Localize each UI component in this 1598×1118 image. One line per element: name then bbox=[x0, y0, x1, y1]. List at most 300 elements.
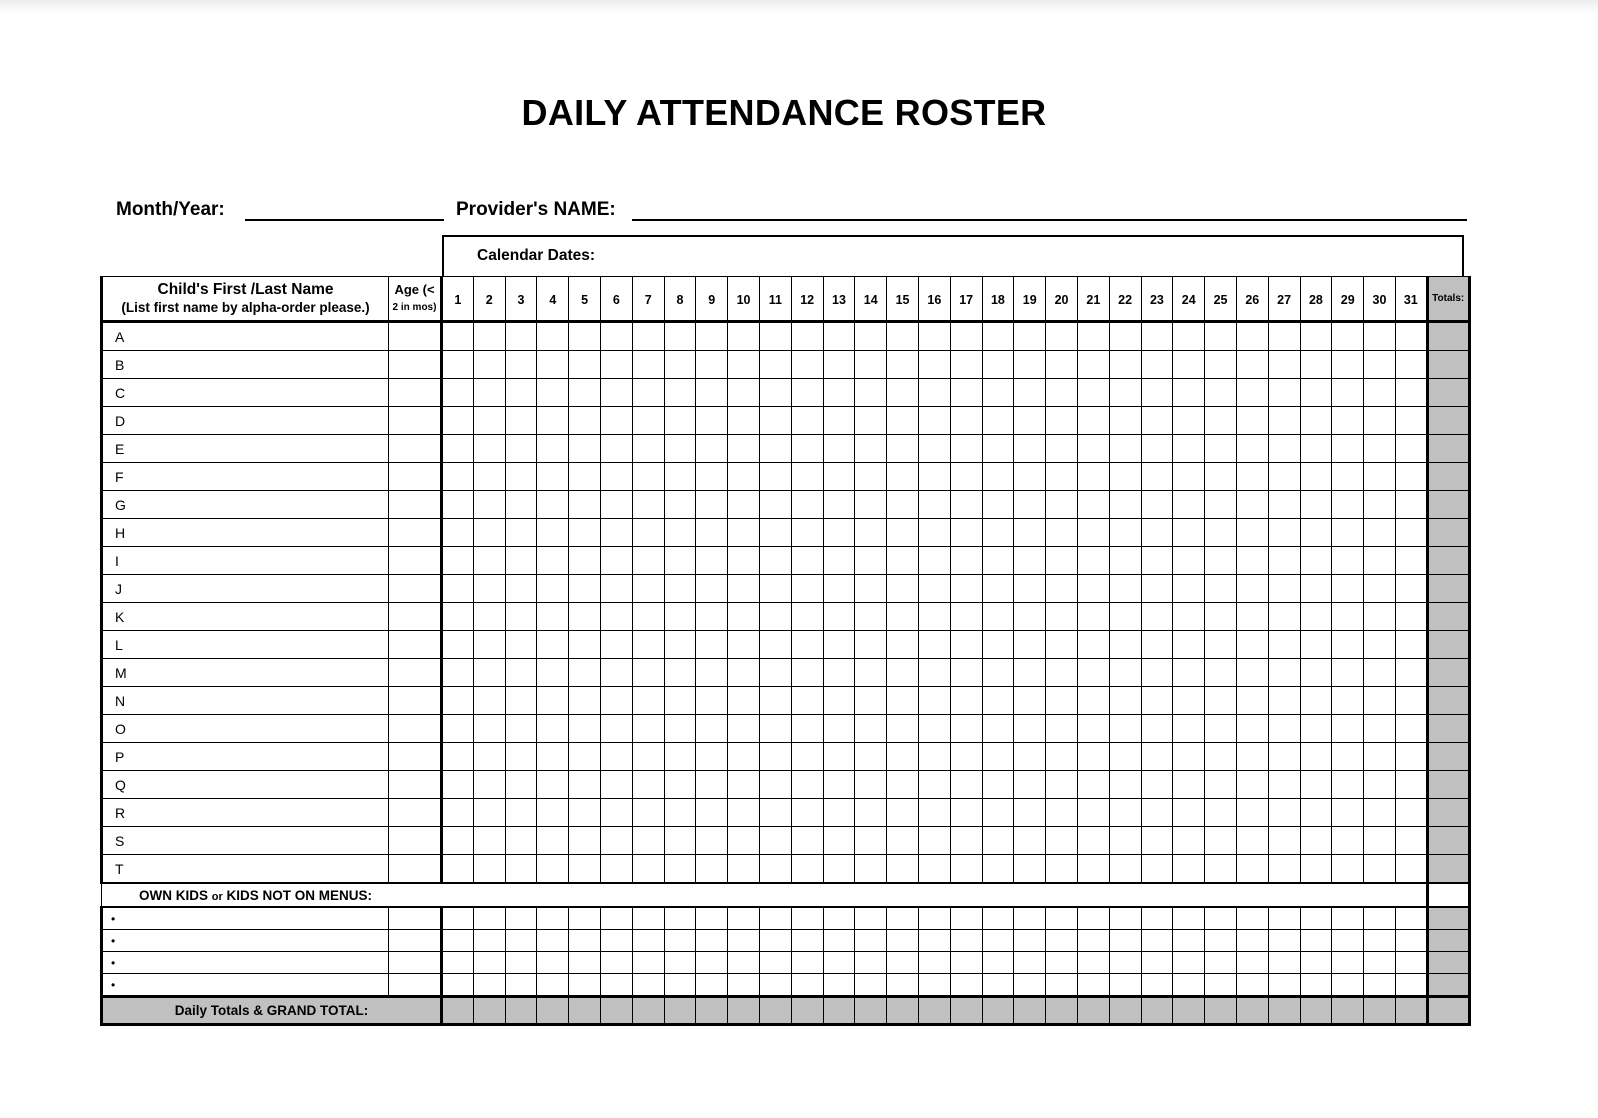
attendance-cell[interactable] bbox=[537, 743, 569, 771]
grand-total-cell[interactable] bbox=[1427, 997, 1469, 1025]
attendance-cell[interactable] bbox=[1364, 743, 1396, 771]
attendance-cell[interactable] bbox=[1332, 407, 1364, 435]
attendance-cell[interactable] bbox=[855, 952, 887, 974]
attendance-cell[interactable] bbox=[1236, 407, 1268, 435]
attendance-cell[interactable] bbox=[1077, 631, 1109, 659]
attendance-cell[interactable] bbox=[918, 952, 950, 974]
attendance-cell[interactable] bbox=[887, 855, 919, 884]
attendance-cell[interactable] bbox=[664, 952, 696, 974]
attendance-cell[interactable] bbox=[759, 463, 791, 491]
attendance-cell[interactable] bbox=[1109, 715, 1141, 743]
attendance-cell[interactable] bbox=[1109, 519, 1141, 547]
attendance-cell[interactable] bbox=[1077, 575, 1109, 603]
daily-total-cell[interactable] bbox=[1300, 997, 1332, 1025]
attendance-cell[interactable] bbox=[664, 907, 696, 930]
attendance-cell[interactable] bbox=[1268, 907, 1300, 930]
attendance-cell[interactable] bbox=[759, 379, 791, 407]
attendance-cell[interactable] bbox=[1077, 855, 1109, 884]
attendance-cell[interactable] bbox=[600, 575, 632, 603]
attendance-cell[interactable] bbox=[982, 687, 1014, 715]
attendance-cell[interactable] bbox=[1109, 799, 1141, 827]
attendance-cell[interactable] bbox=[1173, 631, 1205, 659]
attendance-cell[interactable] bbox=[442, 575, 474, 603]
attendance-cell[interactable] bbox=[855, 435, 887, 463]
attendance-cell[interactable] bbox=[1109, 491, 1141, 519]
attendance-cell[interactable] bbox=[696, 322, 728, 351]
attendance-cell[interactable] bbox=[1395, 491, 1427, 519]
attendance-cell[interactable] bbox=[1364, 435, 1396, 463]
attendance-cell[interactable] bbox=[887, 575, 919, 603]
attendance-cell[interactable] bbox=[473, 463, 505, 491]
attendance-cell[interactable] bbox=[1046, 322, 1078, 351]
attendance-cell[interactable] bbox=[982, 603, 1014, 631]
attendance-cell[interactable] bbox=[791, 930, 823, 952]
attendance-cell[interactable] bbox=[1173, 974, 1205, 997]
attendance-cell[interactable] bbox=[569, 827, 601, 855]
attendance-cell[interactable] bbox=[1395, 519, 1427, 547]
attendance-cell[interactable] bbox=[1109, 379, 1141, 407]
own-kid-name-cell[interactable]: • bbox=[102, 907, 389, 930]
attendance-cell[interactable] bbox=[1332, 743, 1364, 771]
attendance-cell[interactable] bbox=[473, 379, 505, 407]
attendance-cell[interactable] bbox=[632, 930, 664, 952]
attendance-cell[interactable] bbox=[1236, 907, 1268, 930]
daily-total-cell[interactable] bbox=[1173, 997, 1205, 1025]
attendance-cell[interactable] bbox=[537, 659, 569, 687]
attendance-cell[interactable] bbox=[696, 855, 728, 884]
attendance-cell[interactable] bbox=[759, 855, 791, 884]
attendance-cell[interactable] bbox=[823, 631, 855, 659]
attendance-cell[interactable] bbox=[569, 519, 601, 547]
attendance-cell[interactable] bbox=[1236, 715, 1268, 743]
attendance-cell[interactable] bbox=[982, 974, 1014, 997]
attendance-cell[interactable] bbox=[728, 715, 760, 743]
attendance-cell[interactable] bbox=[759, 715, 791, 743]
attendance-cell[interactable] bbox=[1046, 743, 1078, 771]
attendance-cell[interactable] bbox=[632, 715, 664, 743]
attendance-cell[interactable] bbox=[1141, 547, 1173, 575]
attendance-cell[interactable] bbox=[632, 407, 664, 435]
month-year-field[interactable] bbox=[245, 219, 444, 221]
attendance-cell[interactable] bbox=[791, 322, 823, 351]
attendance-cell[interactable] bbox=[1332, 603, 1364, 631]
attendance-cell[interactable] bbox=[632, 603, 664, 631]
attendance-cell[interactable] bbox=[887, 907, 919, 930]
attendance-cell[interactable] bbox=[918, 603, 950, 631]
age-cell[interactable] bbox=[389, 631, 442, 659]
attendance-cell[interactable] bbox=[1014, 930, 1046, 952]
attendance-cell[interactable] bbox=[537, 907, 569, 930]
attendance-cell[interactable] bbox=[887, 519, 919, 547]
attendance-cell[interactable] bbox=[982, 930, 1014, 952]
attendance-cell[interactable] bbox=[569, 771, 601, 799]
attendance-cell[interactable] bbox=[632, 491, 664, 519]
attendance-cell[interactable] bbox=[696, 952, 728, 974]
attendance-cell[interactable] bbox=[823, 463, 855, 491]
attendance-cell[interactable] bbox=[950, 322, 982, 351]
attendance-cell[interactable] bbox=[632, 463, 664, 491]
attendance-cell[interactable] bbox=[505, 575, 537, 603]
attendance-cell[interactable] bbox=[696, 715, 728, 743]
attendance-cell[interactable] bbox=[887, 631, 919, 659]
attendance-cell[interactable] bbox=[791, 491, 823, 519]
attendance-cell[interactable] bbox=[918, 715, 950, 743]
attendance-cell[interactable] bbox=[1364, 379, 1396, 407]
attendance-cell[interactable] bbox=[1077, 930, 1109, 952]
attendance-cell[interactable] bbox=[791, 351, 823, 379]
attendance-cell[interactable] bbox=[728, 519, 760, 547]
child-name-cell[interactable]: E bbox=[102, 435, 389, 463]
attendance-cell[interactable] bbox=[918, 771, 950, 799]
attendance-cell[interactable] bbox=[1268, 463, 1300, 491]
attendance-cell[interactable] bbox=[442, 687, 474, 715]
attendance-cell[interactable] bbox=[1300, 575, 1332, 603]
daily-total-cell[interactable] bbox=[728, 997, 760, 1025]
attendance-cell[interactable] bbox=[728, 435, 760, 463]
attendance-cell[interactable] bbox=[1014, 855, 1046, 884]
attendance-cell[interactable] bbox=[442, 827, 474, 855]
provider-name-field[interactable] bbox=[632, 219, 1467, 221]
attendance-cell[interactable] bbox=[473, 974, 505, 997]
attendance-cell[interactable] bbox=[759, 491, 791, 519]
attendance-cell[interactable] bbox=[728, 491, 760, 519]
attendance-cell[interactable] bbox=[1141, 491, 1173, 519]
attendance-cell[interactable] bbox=[505, 379, 537, 407]
child-name-cell[interactable]: G bbox=[102, 491, 389, 519]
attendance-cell[interactable] bbox=[569, 407, 601, 435]
attendance-cell[interactable] bbox=[664, 687, 696, 715]
attendance-cell[interactable] bbox=[950, 631, 982, 659]
attendance-cell[interactable] bbox=[1077, 547, 1109, 575]
attendance-cell[interactable] bbox=[791, 463, 823, 491]
attendance-cell[interactable] bbox=[696, 603, 728, 631]
attendance-cell[interactable] bbox=[569, 463, 601, 491]
attendance-cell[interactable] bbox=[569, 491, 601, 519]
attendance-cell[interactable] bbox=[1046, 659, 1078, 687]
attendance-cell[interactable] bbox=[823, 855, 855, 884]
attendance-cell[interactable] bbox=[1109, 407, 1141, 435]
attendance-cell[interactable] bbox=[918, 463, 950, 491]
attendance-cell[interactable] bbox=[569, 952, 601, 974]
attendance-cell[interactable] bbox=[632, 547, 664, 575]
attendance-cell[interactable] bbox=[759, 547, 791, 575]
attendance-cell[interactable] bbox=[1077, 435, 1109, 463]
attendance-cell[interactable] bbox=[1300, 715, 1332, 743]
attendance-cell[interactable] bbox=[982, 519, 1014, 547]
attendance-cell[interactable] bbox=[1268, 631, 1300, 659]
attendance-cell[interactable] bbox=[1332, 799, 1364, 827]
daily-total-cell[interactable] bbox=[1268, 997, 1300, 1025]
attendance-cell[interactable] bbox=[1077, 974, 1109, 997]
attendance-cell[interactable] bbox=[1014, 575, 1046, 603]
attendance-cell[interactable] bbox=[1109, 603, 1141, 631]
attendance-cell[interactable] bbox=[600, 827, 632, 855]
attendance-cell[interactable] bbox=[632, 827, 664, 855]
attendance-cell[interactable] bbox=[1077, 715, 1109, 743]
attendance-cell[interactable] bbox=[791, 435, 823, 463]
attendance-cell[interactable] bbox=[442, 407, 474, 435]
attendance-cell[interactable] bbox=[1268, 491, 1300, 519]
attendance-cell[interactable] bbox=[918, 930, 950, 952]
attendance-cell[interactable] bbox=[1395, 974, 1427, 997]
attendance-cell[interactable] bbox=[1364, 547, 1396, 575]
attendance-cell[interactable] bbox=[950, 952, 982, 974]
attendance-cell[interactable] bbox=[1141, 519, 1173, 547]
attendance-cell[interactable] bbox=[823, 379, 855, 407]
attendance-cell[interactable] bbox=[1014, 659, 1046, 687]
attendance-cell[interactable] bbox=[855, 907, 887, 930]
attendance-cell[interactable] bbox=[696, 491, 728, 519]
attendance-cell[interactable] bbox=[1173, 491, 1205, 519]
attendance-cell[interactable] bbox=[823, 407, 855, 435]
attendance-cell[interactable] bbox=[1236, 952, 1268, 974]
attendance-cell[interactable] bbox=[696, 463, 728, 491]
attendance-cell[interactable] bbox=[1268, 855, 1300, 884]
attendance-cell[interactable] bbox=[1109, 351, 1141, 379]
attendance-cell[interactable] bbox=[473, 687, 505, 715]
attendance-cell[interactable] bbox=[1395, 743, 1427, 771]
attendance-cell[interactable] bbox=[600, 547, 632, 575]
attendance-cell[interactable] bbox=[1300, 631, 1332, 659]
attendance-cell[interactable] bbox=[855, 575, 887, 603]
attendance-cell[interactable] bbox=[664, 659, 696, 687]
attendance-cell[interactable] bbox=[887, 799, 919, 827]
attendance-cell[interactable] bbox=[632, 322, 664, 351]
attendance-cell[interactable] bbox=[1141, 603, 1173, 631]
attendance-cell[interactable] bbox=[1300, 379, 1332, 407]
attendance-cell[interactable] bbox=[823, 519, 855, 547]
attendance-cell[interactable] bbox=[505, 974, 537, 997]
attendance-cell[interactable] bbox=[1268, 379, 1300, 407]
attendance-cell[interactable] bbox=[1300, 547, 1332, 575]
child-name-cell[interactable]: T bbox=[102, 855, 389, 884]
attendance-cell[interactable] bbox=[918, 491, 950, 519]
attendance-cell[interactable] bbox=[950, 379, 982, 407]
attendance-cell[interactable] bbox=[537, 463, 569, 491]
attendance-cell[interactable] bbox=[473, 907, 505, 930]
attendance-cell[interactable] bbox=[918, 379, 950, 407]
daily-total-cell[interactable] bbox=[473, 997, 505, 1025]
attendance-cell[interactable] bbox=[1109, 631, 1141, 659]
child-name-cell[interactable]: N bbox=[102, 687, 389, 715]
attendance-cell[interactable] bbox=[855, 407, 887, 435]
attendance-cell[interactable] bbox=[950, 974, 982, 997]
attendance-cell[interactable] bbox=[505, 435, 537, 463]
attendance-cell[interactable] bbox=[1395, 930, 1427, 952]
attendance-cell[interactable] bbox=[1046, 463, 1078, 491]
attendance-cell[interactable] bbox=[759, 351, 791, 379]
attendance-cell[interactable] bbox=[696, 407, 728, 435]
attendance-cell[interactable] bbox=[1077, 743, 1109, 771]
attendance-cell[interactable] bbox=[1141, 659, 1173, 687]
attendance-cell[interactable] bbox=[1046, 687, 1078, 715]
daily-total-cell[interactable] bbox=[1364, 997, 1396, 1025]
age-cell[interactable] bbox=[389, 519, 442, 547]
attendance-cell[interactable] bbox=[1205, 547, 1237, 575]
attendance-cell[interactable] bbox=[855, 491, 887, 519]
attendance-cell[interactable] bbox=[569, 799, 601, 827]
attendance-cell[interactable] bbox=[600, 687, 632, 715]
attendance-cell[interactable] bbox=[473, 631, 505, 659]
age-cell[interactable] bbox=[389, 907, 442, 930]
attendance-cell[interactable] bbox=[1014, 322, 1046, 351]
attendance-cell[interactable] bbox=[473, 771, 505, 799]
age-cell[interactable] bbox=[389, 575, 442, 603]
attendance-cell[interactable] bbox=[569, 907, 601, 930]
attendance-cell[interactable] bbox=[1141, 771, 1173, 799]
attendance-cell[interactable] bbox=[1364, 519, 1396, 547]
attendance-cell[interactable] bbox=[442, 351, 474, 379]
attendance-cell[interactable] bbox=[664, 855, 696, 884]
attendance-cell[interactable] bbox=[1332, 715, 1364, 743]
attendance-cell[interactable] bbox=[1141, 799, 1173, 827]
attendance-cell[interactable] bbox=[1395, 322, 1427, 351]
attendance-cell[interactable] bbox=[632, 575, 664, 603]
attendance-cell[interactable] bbox=[1173, 771, 1205, 799]
attendance-cell[interactable] bbox=[1395, 351, 1427, 379]
attendance-cell[interactable] bbox=[823, 930, 855, 952]
attendance-cell[interactable] bbox=[1332, 351, 1364, 379]
daily-total-cell[interactable] bbox=[1109, 997, 1141, 1025]
attendance-cell[interactable] bbox=[600, 974, 632, 997]
attendance-cell[interactable] bbox=[1236, 799, 1268, 827]
attendance-cell[interactable] bbox=[1205, 519, 1237, 547]
attendance-cell[interactable] bbox=[696, 351, 728, 379]
daily-total-cell[interactable] bbox=[537, 997, 569, 1025]
attendance-cell[interactable] bbox=[918, 631, 950, 659]
attendance-cell[interactable] bbox=[632, 771, 664, 799]
attendance-cell[interactable] bbox=[473, 827, 505, 855]
attendance-cell[interactable] bbox=[1173, 827, 1205, 855]
daily-total-cell[interactable] bbox=[855, 997, 887, 1025]
attendance-cell[interactable] bbox=[1141, 827, 1173, 855]
attendance-cell[interactable] bbox=[1046, 952, 1078, 974]
attendance-cell[interactable] bbox=[537, 575, 569, 603]
attendance-cell[interactable] bbox=[632, 659, 664, 687]
attendance-cell[interactable] bbox=[950, 930, 982, 952]
attendance-cell[interactable] bbox=[569, 435, 601, 463]
attendance-cell[interactable] bbox=[537, 715, 569, 743]
attendance-cell[interactable] bbox=[887, 407, 919, 435]
age-cell[interactable] bbox=[389, 974, 442, 997]
attendance-cell[interactable] bbox=[505, 743, 537, 771]
attendance-cell[interactable] bbox=[442, 491, 474, 519]
attendance-cell[interactable] bbox=[982, 575, 1014, 603]
attendance-cell[interactable] bbox=[1077, 771, 1109, 799]
attendance-cell[interactable] bbox=[982, 435, 1014, 463]
attendance-cell[interactable] bbox=[982, 547, 1014, 575]
attendance-cell[interactable] bbox=[1077, 687, 1109, 715]
daily-total-cell[interactable] bbox=[887, 997, 919, 1025]
age-cell[interactable] bbox=[389, 351, 442, 379]
attendance-cell[interactable] bbox=[1332, 547, 1364, 575]
attendance-cell[interactable] bbox=[1109, 659, 1141, 687]
attendance-cell[interactable] bbox=[1395, 855, 1427, 884]
attendance-cell[interactable] bbox=[887, 547, 919, 575]
attendance-cell[interactable] bbox=[950, 435, 982, 463]
attendance-cell[interactable] bbox=[1205, 715, 1237, 743]
attendance-cell[interactable] bbox=[1014, 799, 1046, 827]
attendance-cell[interactable] bbox=[887, 463, 919, 491]
attendance-cell[interactable] bbox=[1077, 351, 1109, 379]
attendance-cell[interactable] bbox=[791, 407, 823, 435]
attendance-cell[interactable] bbox=[791, 771, 823, 799]
attendance-cell[interactable] bbox=[505, 547, 537, 575]
attendance-cell[interactable] bbox=[728, 771, 760, 799]
attendance-cell[interactable] bbox=[537, 855, 569, 884]
attendance-cell[interactable] bbox=[473, 603, 505, 631]
attendance-cell[interactable] bbox=[569, 930, 601, 952]
attendance-cell[interactable] bbox=[1236, 930, 1268, 952]
attendance-cell[interactable] bbox=[1109, 952, 1141, 974]
attendance-cell[interactable] bbox=[1236, 603, 1268, 631]
attendance-cell[interactable] bbox=[950, 351, 982, 379]
attendance-cell[interactable] bbox=[696, 974, 728, 997]
attendance-cell[interactable] bbox=[823, 743, 855, 771]
attendance-cell[interactable] bbox=[1077, 603, 1109, 631]
attendance-cell[interactable] bbox=[473, 659, 505, 687]
attendance-cell[interactable] bbox=[1141, 407, 1173, 435]
attendance-cell[interactable] bbox=[728, 351, 760, 379]
attendance-cell[interactable] bbox=[600, 379, 632, 407]
attendance-cell[interactable] bbox=[1014, 907, 1046, 930]
age-cell[interactable] bbox=[389, 743, 442, 771]
attendance-cell[interactable] bbox=[442, 799, 474, 827]
attendance-cell[interactable] bbox=[473, 435, 505, 463]
attendance-cell[interactable] bbox=[600, 743, 632, 771]
attendance-cell[interactable] bbox=[664, 491, 696, 519]
attendance-cell[interactable] bbox=[569, 687, 601, 715]
attendance-cell[interactable] bbox=[473, 322, 505, 351]
child-name-cell[interactable]: J bbox=[102, 575, 389, 603]
attendance-cell[interactable] bbox=[728, 379, 760, 407]
attendance-cell[interactable] bbox=[632, 519, 664, 547]
attendance-cell[interactable] bbox=[1205, 974, 1237, 997]
attendance-cell[interactable] bbox=[1014, 491, 1046, 519]
daily-total-cell[interactable] bbox=[982, 997, 1014, 1025]
attendance-cell[interactable] bbox=[791, 687, 823, 715]
attendance-cell[interactable] bbox=[1236, 519, 1268, 547]
attendance-cell[interactable] bbox=[1300, 435, 1332, 463]
attendance-cell[interactable] bbox=[728, 575, 760, 603]
attendance-cell[interactable] bbox=[1014, 379, 1046, 407]
attendance-cell[interactable] bbox=[473, 547, 505, 575]
attendance-cell[interactable] bbox=[1268, 351, 1300, 379]
attendance-cell[interactable] bbox=[505, 519, 537, 547]
attendance-cell[interactable] bbox=[1268, 575, 1300, 603]
age-cell[interactable] bbox=[389, 687, 442, 715]
daily-total-cell[interactable] bbox=[1205, 997, 1237, 1025]
attendance-cell[interactable] bbox=[632, 907, 664, 930]
child-name-cell[interactable]: M bbox=[102, 659, 389, 687]
attendance-cell[interactable] bbox=[728, 827, 760, 855]
attendance-cell[interactable] bbox=[1046, 491, 1078, 519]
attendance-cell[interactable] bbox=[1205, 907, 1237, 930]
attendance-cell[interactable] bbox=[1236, 351, 1268, 379]
age-cell[interactable] bbox=[389, 407, 442, 435]
attendance-cell[interactable] bbox=[887, 771, 919, 799]
attendance-cell[interactable] bbox=[442, 930, 474, 952]
attendance-cell[interactable] bbox=[950, 575, 982, 603]
attendance-cell[interactable] bbox=[1395, 575, 1427, 603]
attendance-cell[interactable] bbox=[823, 659, 855, 687]
attendance-cell[interactable] bbox=[1205, 603, 1237, 631]
attendance-cell[interactable] bbox=[1077, 379, 1109, 407]
attendance-cell[interactable] bbox=[537, 603, 569, 631]
attendance-cell[interactable] bbox=[918, 827, 950, 855]
attendance-cell[interactable] bbox=[1173, 463, 1205, 491]
attendance-cell[interactable] bbox=[918, 974, 950, 997]
